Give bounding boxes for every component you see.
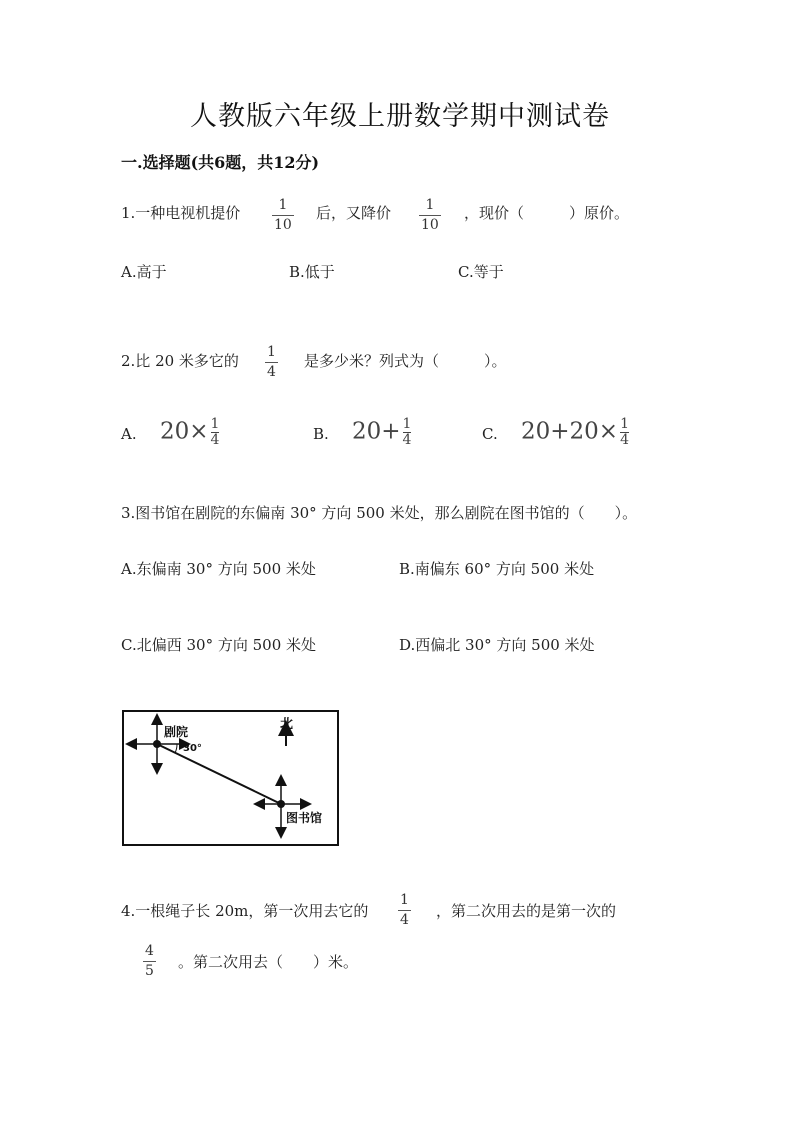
q2-option-b-expression: 20+ $\frac{1}{4}$: [352, 416, 412, 448]
q1-fraction-1: 1 10: [274, 197, 292, 233]
q2-option-a-label: A.: [121, 425, 137, 443]
q4-text-part1: 4.一根绳子长 20m，第一次用去它的: [121, 902, 369, 920]
q2-option-c-label: C.: [482, 425, 498, 443]
angle-arc: [175, 744, 177, 753]
theater-label: 剧院: [164, 725, 189, 739]
q1-fraction-2: 1 10: [421, 197, 439, 233]
q3-option-d: D.西偏北 30° 方向 500 米处: [399, 636, 595, 654]
q3-option-c: C.北偏西 30° 方向 500 米处: [121, 636, 317, 654]
direction-line: [157, 744, 281, 804]
q1-option-b: B.低于: [289, 263, 335, 281]
q1-option-c: C.等于: [458, 263, 504, 281]
q4-text-part3: 。第二次用去（ ）米。: [178, 953, 359, 971]
q1-text-part3: ，现价（ ）原价。: [464, 204, 630, 222]
q1-text-part1: 1.一种电视机提价: [121, 204, 241, 222]
q2-option-b-label: B.: [313, 425, 329, 443]
north-label: 北: [280, 717, 294, 732]
q1-option-a: A.高于: [121, 263, 167, 281]
q3-text: 3.图书馆在剧院的东偏南 30° 方向 500 米处，那么剧院在图书馆的（ ）。: [121, 504, 638, 522]
q4-text-part2: ，第二次用去的是第一次的: [436, 902, 617, 920]
q4-fraction-2: 4 5: [145, 943, 154, 979]
page-title: 人教版六年级上册数学期中测试卷: [190, 101, 610, 132]
q2-option-c-expression: 20+20× $\frac{1}{4}$: [521, 416, 629, 448]
q4-fraction-1: 1 4: [400, 892, 409, 928]
q1-text-part2: 后，又降价: [316, 204, 392, 222]
q2-option-a-expression: 20× $\frac{1}{4}$: [160, 416, 220, 448]
q2-text-part1: 2.比 20 米多它的: [121, 352, 239, 370]
q3-option-b: B.南偏东 60° 方向 500 米处: [399, 560, 595, 578]
q2-fraction: 1 4: [267, 344, 276, 380]
section-heading: 一.选择题(共6题，共12分): [121, 153, 320, 172]
q3-direction-figure: [120, 708, 342, 850]
q3-option-a: A.东偏南 30° 方向 500 米处: [121, 560, 316, 578]
library-label: 图书馆: [286, 811, 323, 825]
angle-label: 30°: [183, 743, 202, 754]
q2-text-part2: 是多少米？列式为（ ）。: [304, 352, 507, 370]
